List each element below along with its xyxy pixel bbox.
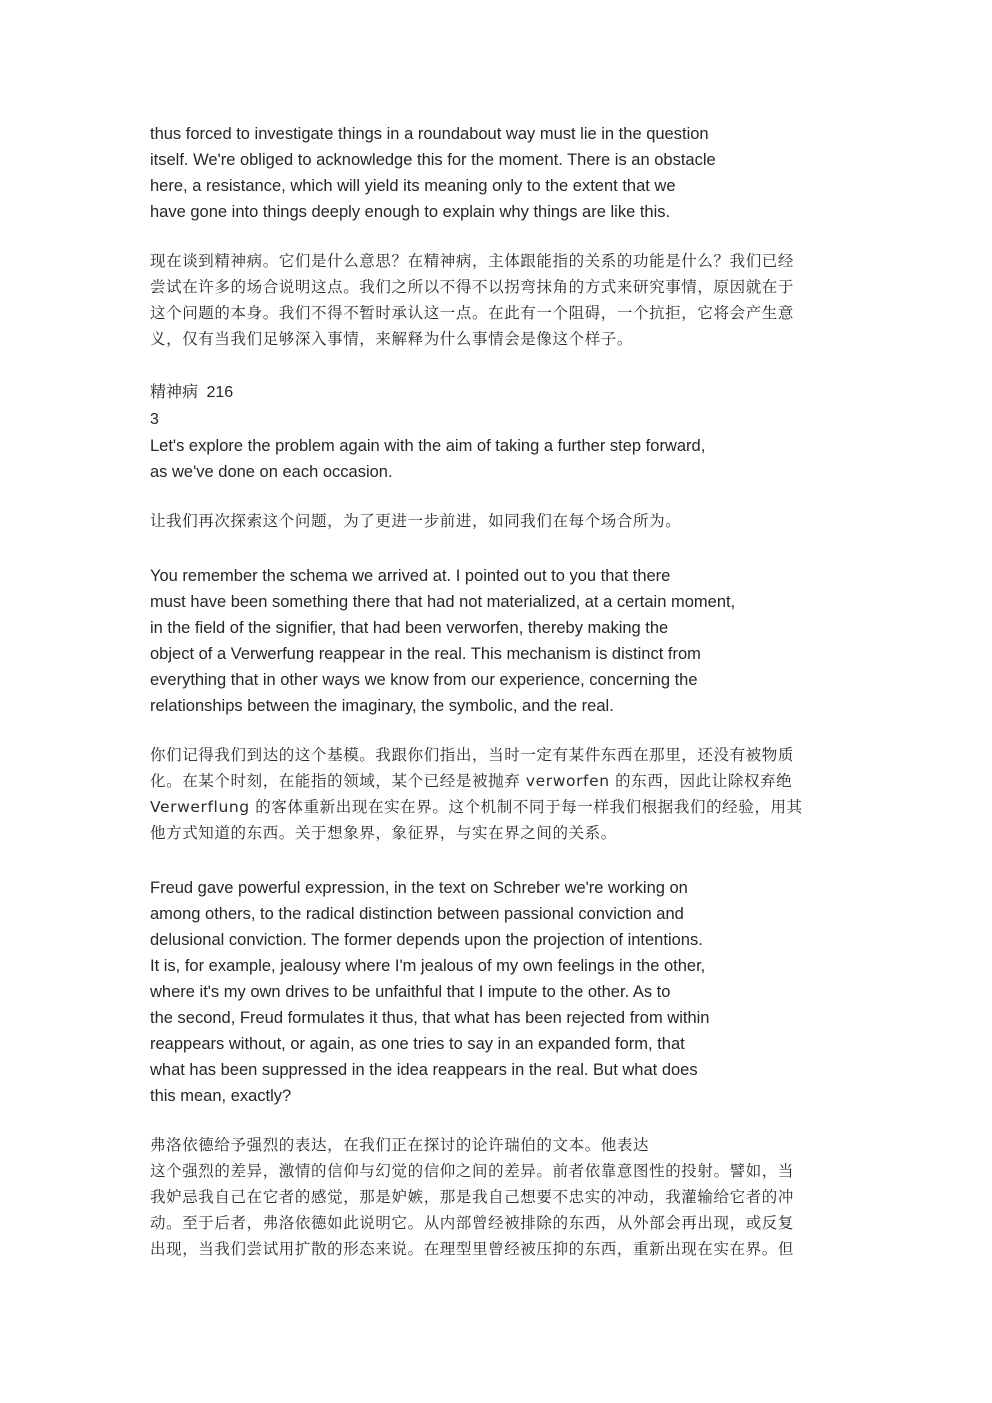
text-line: Freud gave powerful expression, in the text on Schreber we're working on [150, 879, 688, 897]
heading-page-number: 216 [206, 384, 234, 401]
text-line: what has been suppressed in the idea reappears in the real. But what does [150, 1061, 698, 1079]
text-line: the second, Freud formulates it thus, that what has been rejected from within [150, 1009, 710, 1027]
text-line: thus forced to investigate things in a roundabout way must lie in the question [150, 125, 709, 143]
text-line: 这个强烈的差异，激情的信仰与幻觉的信仰之间的差异。前者依靠意图性的投射。譬如，当 [150, 1162, 795, 1180]
text-line: this mean, exactly? [150, 1087, 292, 1105]
text-line: 我妒忌我自己在它者的感觉，那是妒嫉，那是我自己想要不忠实的冲动，我灌输给它者的冲 [150, 1188, 795, 1206]
text-line: reappears without, or again, as one tries to say in an expanded form, that [150, 1035, 685, 1053]
paragraph-english-1 [150, 121, 840, 225]
text-line: Verwerflung 的客体重新出现在实在界。这个机制不同于每一样我们根据我们的经验，用其 [150, 798, 803, 816]
paragraph-english-4 [150, 875, 840, 1109]
text-line: among others, to the radical distinction between passional conviction and [150, 905, 684, 923]
text-line: 让我们再次探索这个问题，为了更进一步前进，如同我们在每个场合所为。 [150, 512, 682, 530]
text-line: delusional conviction. The former depends upon the projection of intentions. [150, 931, 703, 949]
text-line: It is, for example, jealousy where I'm jealous of my own feelings in the other, [150, 957, 706, 975]
text-line: 这个问题的本身。我们不得不暂时承认这一点。在此有一个阻碍，一个抗拒，它将会产生意 [150, 304, 795, 322]
text-line: where it's my own drives to be unfaithful that I impute to the other. As to [150, 983, 671, 1001]
paragraph-chinese-2 [150, 508, 844, 534]
paragraph-chinese-4 [150, 1132, 844, 1262]
section-heading [150, 380, 233, 406]
text-line: 现在谈到精神病。它们是什么意思？在精神病，主体跟能指的关系的功能是什么？我们已经 [150, 252, 795, 270]
paragraph-chinese-1 [150, 248, 844, 352]
text-line: 义，仅有当我们足够深入事情，来解释为什么事情会是像这个样子。 [150, 330, 634, 348]
text-line: everything that in other ways we know from our experience, concerning the [150, 671, 698, 689]
text-line: have gone into things deeply enough to explain why things are like this. [150, 203, 671, 221]
text-line: must have been something there that had not materialized, at a certain moment, [150, 593, 736, 611]
text-line: in the field of the signifier, that had been verworfen, thereby making the [150, 619, 669, 637]
text-line: relationships between the imaginary, the symbolic, and the real. [150, 697, 614, 715]
text-line: object of a Verwerfung reappear in the real. This mechanism is distinct from [150, 645, 701, 663]
text-line: 弗洛依德给予强烈的表达，在我们正在探讨的论许瑞伯的文本。他表达 [150, 1136, 650, 1154]
text-line: 他方式知道的东西。关于想象界，象征界，与实在界之间的关系。 [150, 824, 617, 842]
text-line: 你们记得我们到达的这个基模。我跟你们指出，当时一定有某件东西在那里，还没有被物质 [150, 746, 795, 764]
text-line: 动。至于后者，弗洛依德如此说明它。从内部曾经被排除的东西，从外部会再出现，或反复 [150, 1214, 795, 1232]
text-line: Let's explore the problem again with the aim of taking a further step forward, [150, 437, 706, 455]
section-number: 3 [150, 411, 159, 428]
paragraph-chinese-3 [150, 742, 844, 846]
text-line: itself. We're obliged to acknowledge this for the moment. There is an obstacle [150, 151, 716, 169]
paragraph-english-2 [150, 433, 840, 485]
text-line: 化。在某个时刻，在能指的领域，某个已经是被抛弃 verworfen 的东西，因此让除权弃绝 [150, 772, 793, 790]
heading-title: 精神病 [150, 384, 199, 401]
text-line: 出现，当我们尝试用扩散的形态来说。在理型里曾经被压抑的东西，重新出现在实在界。但 [150, 1240, 795, 1258]
text-line: You remember the schema we arrived at. I pointed out to you that there [150, 567, 671, 585]
text-line: here, a resistance, which will yield its meaning only to the extent that we [150, 177, 676, 195]
text-line: as we've done on each occasion. [150, 463, 393, 481]
paragraph-english-3 [150, 563, 840, 719]
text-line: 尝试在许多的场合说明这点。我们之所以不得不以拐弯抹角的方式来研究事情，原因就在于 [150, 278, 795, 296]
